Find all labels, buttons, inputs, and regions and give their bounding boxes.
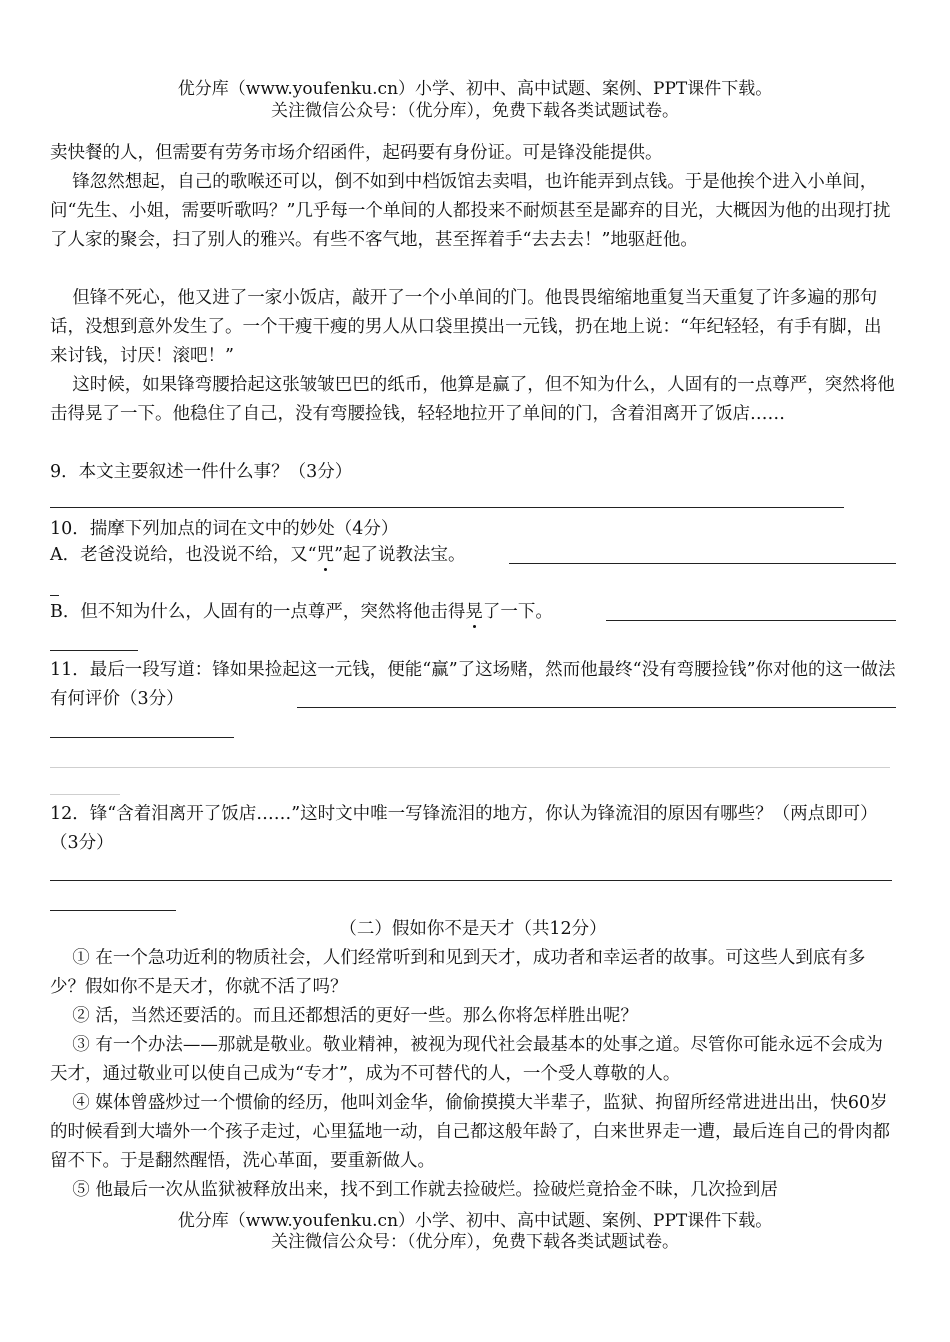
question-11: 11．最后一段写道：锋如果捡起这一元钱，便能“赢”了这场赌，然而他最终“没有弯腰捡钱”你对他的这一做法有何评价（3分） [50, 660, 896, 709]
header-line-1: 优分库（www.youfenku.cn）小学、初中、高中试题、案例、PPT课件下载。 [177, 79, 773, 99]
q10b-text-after: 了一下。 [482, 602, 553, 622]
answer-line-q10a-cont[interactable] [50, 595, 59, 596]
question-10: 10．揣摩下列加点的词在文中的妙处（4分） [50, 519, 399, 539]
q10a-text-before: A．老爸没说给，也没说不给，又“ [50, 545, 317, 565]
answer-line-q12-cont[interactable] [50, 910, 176, 911]
answer-line-q11-light[interactable] [50, 767, 890, 768]
question-12: 12．锋“含着泪离开了饭店……”这时文中唯一写锋流泪的地方，你认为锋流泪的原因有哪些？（两点即可）（3分） [50, 804, 878, 853]
q10a-text-after: ”起了说教法宝。 [334, 545, 466, 565]
question-9: 9．本文主要叙述一件什么事？（3分） [50, 462, 353, 482]
passage-2-paragraph-1: ① 在一个急功近利的物质社会，人们经常听到和见到天才，成功者和幸运者的故事。可这些人到底有多少？假如你不是天才，你就不活了吗？ [50, 948, 866, 997]
passage-paragraph-3: 这时候，如果锋弯腰拾起这张皱皱巴巴的纸币，他算是赢了，但不知为什么，人固有的一点尊严，突然将他击得晃了一下。他稳住了自己，没有弯腰捡钱，轻轻地拉开了单间的门，含着泪离开了饭店…… [50, 375, 895, 424]
passage-paragraph-2: 但锋不死心，他又进了一家小饭店，敲开了一个小单间的门。他畏畏缩缩地重复当天重复了许多遍的那句话，没想到意外发生了。一个干瘦干瘦的男人从口袋里摸出一元钱，扔在地上说：“年纪轻轻，有手有脚，出来讨钱，讨厌！滚吧！” [50, 288, 882, 366]
passage-paragraph-1: 锋忽然想起，自己的歌喉还可以，倒不如到中档饭馆去卖唱，也许能弄到点钱。于是他挨个进入小单间，问“先生、小姐，需要听歌吗？”几乎每一个单间的人都投来不耐烦甚至是鄙弃的目光，大概因为他的出现打扰了人家的聚会，扫了别人的雅兴。有些不客气地，甚至挥着手“去去去！”地驱赶他。 [50, 172, 891, 250]
question-10-a [50, 541, 896, 570]
question-10-b [50, 598, 896, 627]
answer-line-q10b[interactable] [606, 620, 896, 621]
q10b-text-before: B．但不知为什么，人固有的一点尊严，突然将他击得 [50, 602, 466, 622]
answer-line-q9[interactable] [50, 507, 844, 508]
answer-line-q12[interactable] [50, 880, 892, 881]
answer-line-q11-cont[interactable] [50, 737, 234, 738]
q10a-dotted-word: 咒 [316, 545, 335, 565]
passage-2-paragraph-3: ③ 有一个办法——那就是敬业。敬业精神，被视为现代社会最基本的处事之道。尽管你可能永远不会成为天才，通过敬业可以使自己成为“专才”，成为不可替代的人，一个受人尊敬的人。 [50, 1035, 883, 1084]
passage-2-paragraph-4: ④ 媒体曾盛炒过一个惯偷的经历，他叫刘金华，偷偷摸摸大半辈子，监狱、拘留所经常进进出出，快60岁的时候看到大墙外一个孩子走过，心里猛地一动，自己都这般年龄了，白来世界走一遭，最后连自己的骨肉都留不下。于是翻然醒悟，洗心革面，要重新做人。 [50, 1093, 890, 1171]
footer-line-1: 优分库（www.youfenku.cn）小学、初中、高中试题、案例、PPT课件下载。 [177, 1211, 773, 1231]
passage-2-title: （二）假如你不是天才（共12分） [339, 919, 607, 939]
answer-line-q11[interactable] [297, 707, 896, 708]
answer-line-q10a[interactable] [509, 563, 896, 564]
q10b-dotted-word: 晃 [465, 602, 483, 622]
answer-line-q11-light-cont[interactable] [50, 794, 120, 795]
header-line-2: 关注微信公众号：（优分库），免费下载各类试题试卷。 [271, 101, 679, 121]
answer-line-q10b-cont[interactable] [50, 650, 138, 651]
passage-2-paragraph-2: ② 活，当然还要活的。而且还都想活的更好一些。那么你将怎样胜出呢？ [50, 1006, 638, 1026]
passage-paragraph-0: 卖快餐的人，但需要有劳务市场介绍函件，起码要有身份证。可是锋没能提供。 [50, 143, 663, 163]
footer-line-2: 关注微信公众号：（优分库），免费下载各类试题试卷。 [271, 1232, 679, 1252]
passage-2-paragraph-5: ⑤ 他最后一次从监狱被释放出来，找不到工作就去捡破烂。捡破烂竟拾金不昧，几次捡到居 [50, 1180, 778, 1200]
